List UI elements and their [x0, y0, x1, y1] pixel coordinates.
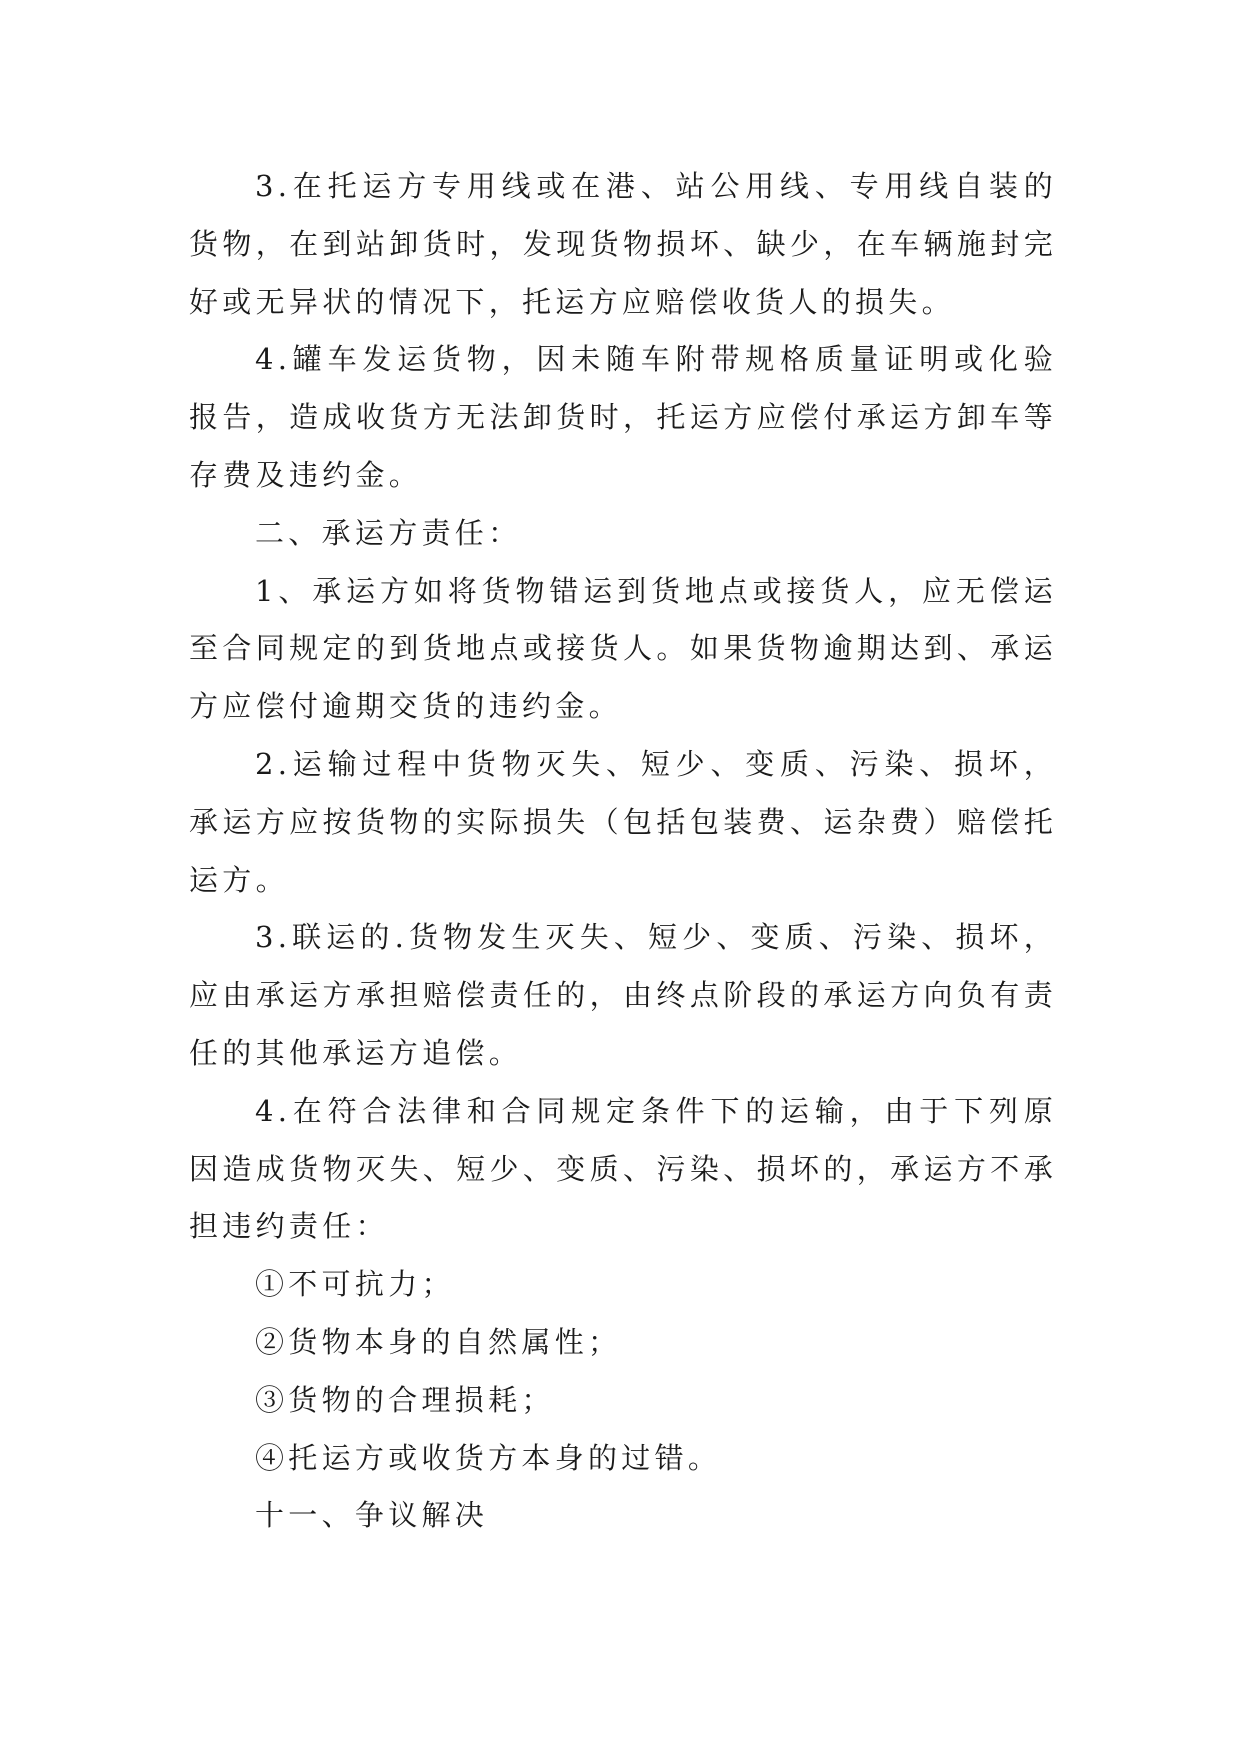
document-body — [189, 158, 1057, 1545]
paragraph-exemptions: 4.在符合法律和合同规定条件下的运输，由于下列原因造成货物灭失、短少、变质、污染、损坏的，承运方不承担违约责任： — [189, 1093, 1057, 1244]
paragraph-joint-transport: 3.联运的.货物发生灭失、短少、变质、污染、损坏，应由承运方承担赔偿责任的，由终点阶段的承运方向负有责任的其他承运方追偿。 — [189, 920, 1057, 1070]
paragraph-transport-loss: 2.运输过程中货物灭失、短少、变质、污染、损坏，承运方应按货物的实际损失（包括包装费、运杂费）赔偿托运方。 — [189, 746, 1057, 897]
paragraph-carrier-self-loading: 3.在托运方专用线或在港、站公用线、专用线自装的货物，在到站卸货时，发现货物损坏、缺少，在车辆施封完好或无异状的情况下，托运方应赔偿收货人的损失。 — [189, 169, 1057, 319]
section-heading-dispute-resolution: 十一、争议解决 — [255, 1498, 489, 1533]
section-heading-carrier-liability: 二、承运方责任： — [255, 515, 522, 550]
paragraph-tank-car: 4.罐车发运货物，因未随车附带规格质量证明或化验报告，造成收货方无法卸货时，托运方应偿付承运方卸车等存费及违约金。 — [189, 342, 1057, 492]
paragraph-misdelivery: 1、承运方如将货物错运到货地点或接货人，应无偿运至合同规定的到货地点或接货人。如果货物逾期达到、承运方应偿付逾期交货的违约金。 — [189, 573, 1057, 724]
list-item-force-majeure: ①不可抗力； — [255, 1267, 455, 1302]
list-item-natural-property: ②货物本身的自然属性； — [255, 1324, 622, 1359]
list-item-party-fault: ④托运方或收货方本身的过错。 — [255, 1440, 722, 1475]
list-item-reasonable-loss: ③货物的合理损耗； — [255, 1382, 555, 1417]
